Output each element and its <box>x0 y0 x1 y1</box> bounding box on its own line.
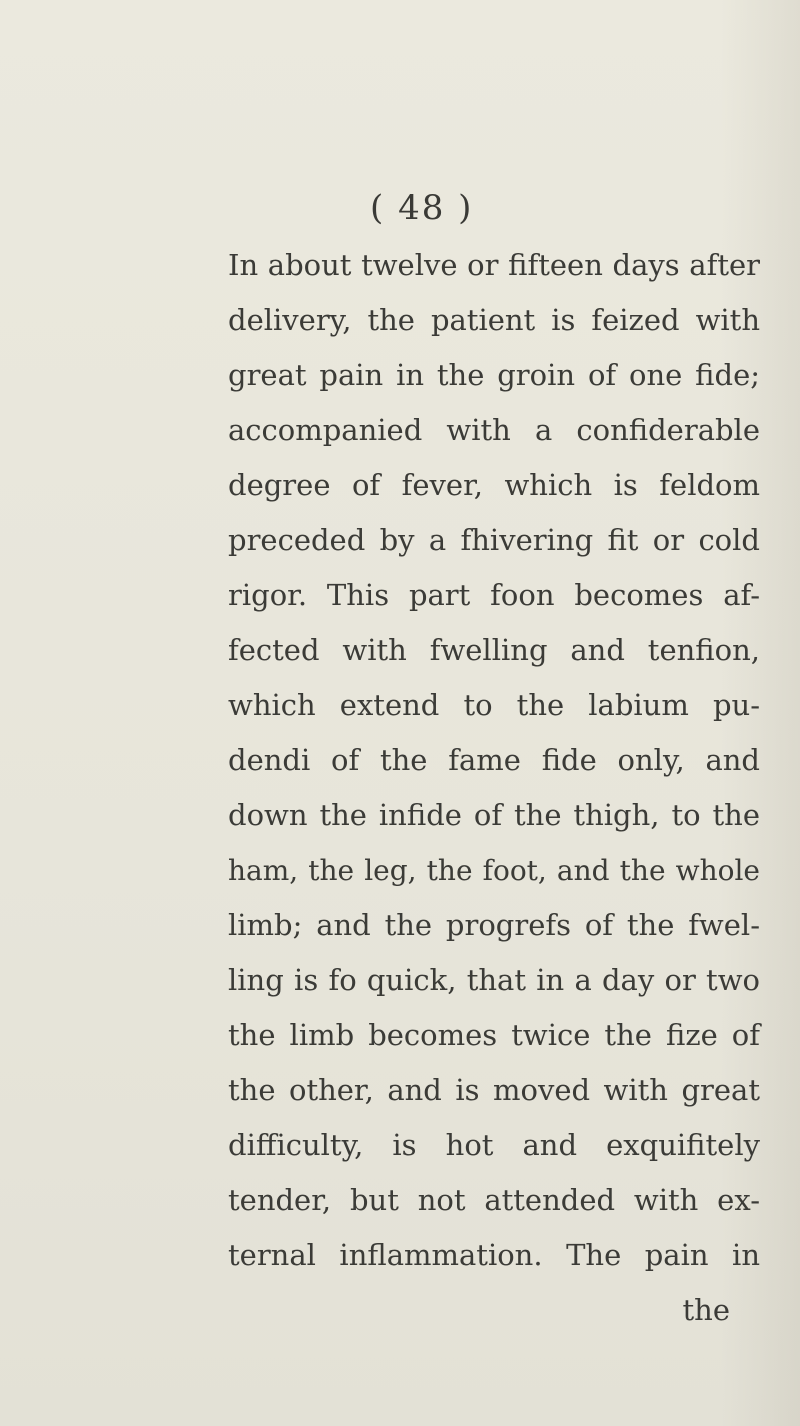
text-line: tender, but not attended with ex- <box>228 1183 760 1217</box>
page-number: ( 48 ) <box>370 188 474 228</box>
body-text <box>228 238 760 1338</box>
text-line: ternal inflammation. The pain in <box>228 1238 760 1272</box>
text-line: preceded by a fhivering fit or cold <box>228 523 760 557</box>
text-line: down the infide of the thigh, to the <box>228 798 760 832</box>
text-line: ling is fo quick, that in a day or two <box>228 963 760 997</box>
text-line: ham, the leg, the foot, and the whole <box>228 854 760 887</box>
text-line: limb; and the progrefs of the fwel- <box>228 908 760 942</box>
text-line: dendi of the fame fide only, and <box>228 743 760 777</box>
text-line: delivery, the patient is feized with <box>228 303 760 337</box>
text-line: great pain in the groin of one fide; <box>228 358 760 392</box>
text-line: which extend to the labium pu- <box>228 688 760 722</box>
text-line: the limb becomes twice the fize of <box>228 1018 760 1052</box>
text-line: the other, and is moved with great <box>228 1073 760 1107</box>
text-line: In about twelve or fifteen days after <box>228 248 760 282</box>
catchword: the <box>682 1293 730 1327</box>
text-line: degree of fever, which is feldom <box>228 468 760 502</box>
text-line: fected with fwelling and tenfion, <box>228 633 760 667</box>
text-line: rigor. This part foon becomes af- <box>228 578 760 612</box>
text-line: accompanied with a confiderable <box>228 413 760 447</box>
text-line: difficulty, is hot and exquifitely <box>228 1128 760 1162</box>
